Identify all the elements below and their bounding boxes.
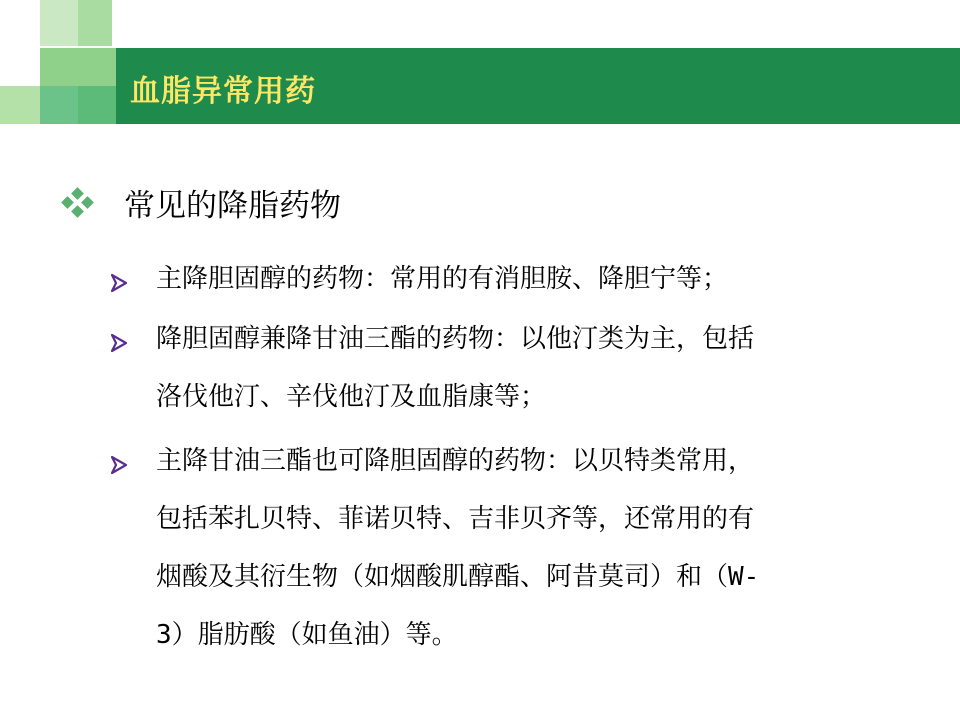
bullet-item-3 bbox=[108, 444, 908, 664]
decor-square bbox=[0, 86, 40, 124]
section-heading: 常见的降脂药物 bbox=[124, 188, 341, 224]
arrow-bullet-icon bbox=[108, 332, 130, 354]
decor-square bbox=[40, 48, 116, 86]
four-diamond-icon bbox=[60, 185, 96, 221]
bullet-item-1 bbox=[108, 262, 908, 308]
heading-row bbox=[60, 180, 920, 225]
decor-square bbox=[40, 86, 78, 124]
bullet-item-2 bbox=[108, 322, 908, 426]
slide-title: 血脂异常用药 bbox=[130, 74, 316, 109]
decor-square bbox=[78, 86, 116, 124]
arrow-bullet-icon bbox=[108, 272, 130, 294]
bullet-text: 降胆固醇兼降甘油三酯的药物：以他汀类为主，包括 洛伐他汀、辛伐他汀及血脂康等； bbox=[156, 324, 755, 412]
decor-square bbox=[78, 0, 112, 46]
bullet-text: 主降胆固醇的药物：常用的有消胆胺、降胆宁等； bbox=[156, 264, 729, 294]
arrow-bullet-icon bbox=[108, 454, 130, 476]
bullet-text: 主降甘油三酯也可降胆固醇的药物：以贝特类常用， 包括苯扎贝特、菲诺贝特、吉非贝齐等，还常用的有 烟酸及其衍生物（如烟酸肌醇酯、阿昔莫司）和（W- 3）脂肪酸（如鱼油）等。 bbox=[156, 446, 760, 650]
